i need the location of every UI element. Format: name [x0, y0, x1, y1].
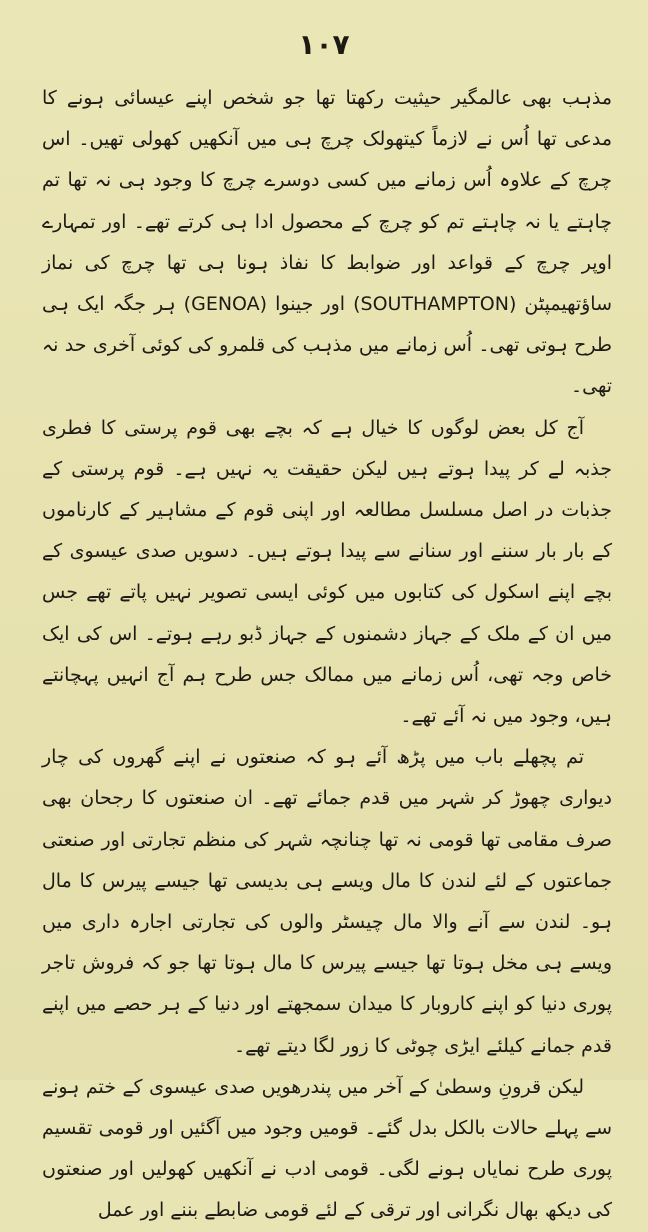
- paragraph-1: مذہب بھی عالمگیر حیثیت رکھتا تھا جو شخص اپنے عیسائی ہونے کا مدعی تھا اُس نے لازماً کیتھولک چرچ ہی میں آنکھیں کھولی تھیں۔ اس چرچ کے علاوہ اُس زمانے میں کسی دوسرے چرچ کا وجود ہی نہ تھا تم چاہتے یا نہ چاہتے تم کو چرچ کے محصول ادا ہی کرتے تھے۔ اور تمہارے اوپر چرچ کے قواعد اور ضوابط کا نفاذ ہونا ہی تھا چرچ کی نماز ساؤتھیمپٹن (SOUTHAMPTON) اور جینوا (GENOA) ہر جگہ ایک ہی طرح ہوتی تھی۔ اُس زمانے میں مذہب کی قلمرو کی کوئی آخری حد نہ تھی۔: [42, 87, 612, 398]
- body-text: [42, 78, 612, 1232]
- paragraph-2: آج کل بعض لوگوں کا خیال ہے کہ بچے بھی قوم پرستی کا فطری جذبہ لے کر پیدا ہوتے ہیں لیکن حقیقت یہ نہیں ہے۔ قوم پرستی کے جذبات در اصل مسلسل مطالعہ اور اپنی قوم کے مشاہیر کے کارناموں کے بار بار سننے اور سنانے سے پیدا ہوتے ہیں۔ دسویں صدی عیسوی کے بچے اپنے اسکول کی کتابوں میں کوئی ایسی تصویر نہیں پاتے تھے جس میں ان کے ملک کے جہاز دشمنوں کے جہاز ڈبو رہے ہوتے۔ اس کی ایک خاص وجہ تھی، اُس زمانے میں ممالک جس طرح ہم آج انہیں پہچانتے ہیں، وجود میں نہ آئے تھے۔: [42, 416, 612, 728]
- paragraph-3: تم پچھلے باب میں پڑھ آئے ہو کہ صنعتوں نے اپنے گھروں کی چار دیواری چھوڑ کر شہر میں قدم جمائے تھے۔ ان صنعتوں کا رجحان بھی صرف مقامی تھا قومی نہ تھا چنانچہ شہر کی منظم تجارتی اور صنعتی جماعتوں کے لئے لندن کا مال ویسے ہی بدیسی تھا جیسے پیرس کا مال ہو۔ لندن سے آنے والا مال چیسٹر والوں کی تجارتی اجارہ داری میں ویسے ہی مخل ہوتا تھا جیسے پیرس کا مال ہوتا تھا جو کہ فروش تاجر پوری دنیا کو اپنے کاروبار کا میدان سمجھتے اور دنیا کے ہر حصے میں اپنے قدم جمانے کیلئے ایڑی چوٹی کا زور لگا دیتے تھے۔: [42, 746, 612, 1057]
- paragraph-4: لیکن قرونِ وسطیٰ کے آخر میں پندرھویں صدی عیسوی کے ختم ہونے سے پہلے حالات بالکل بدل گئے۔ قومیں وجود میں آگئیں اور قومی تقسیم پوری طرح نمایاں ہونے لگی۔ قومی ادب نے آنکھیں کھولیں اور صنعتوں کی دیکھ بھال نگرانی اور ترقی کے لئے قومی ضابطے بننے اور عمل: [42, 1075, 612, 1222]
- page-number: ۱۰۷: [298, 28, 350, 61]
